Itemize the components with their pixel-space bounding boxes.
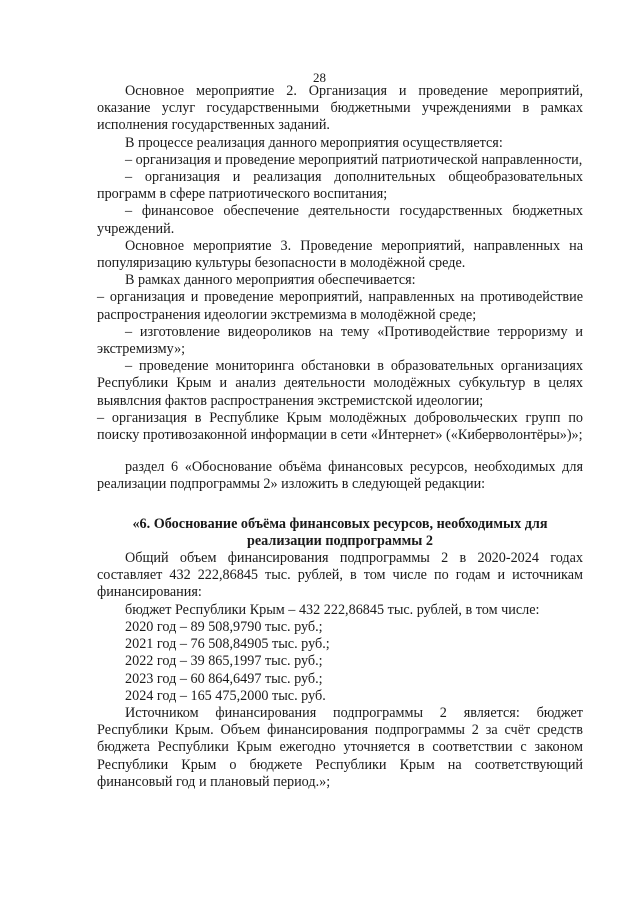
- list-item-monitoring: – проведение мониторинга обстановки в образовательных организациях Республики Крым и анализ деятельности молодёжных субкультур в целях выявлсния фактов распространения экстремистской идеологии;: [97, 358, 583, 409]
- document-body: [97, 83, 583, 791]
- year-2023-line: 2023 год – 60 864,6497 тыс. руб.;: [125, 670, 323, 687]
- list-item-financial-support: – финансовое обеспечение деятельности государственных бюджетных учреждений.: [97, 203, 583, 237]
- year-2022-line: 2022 год – 39 865,1997 тыс. руб.;: [125, 653, 323, 670]
- list-item-videos: – изготовление видеороликов на тему «Противодействие терроризму и экстремизму»;: [97, 323, 583, 358]
- year-2021-line: 2021 год – 76 508,84905 тыс. руб.;: [125, 636, 330, 653]
- paragraph-measure-3: Основное мероприятие 3. Проведение мероприятий, направленных на популяризацию культуры безопасности в молодёжной среде.: [97, 237, 583, 272]
- paragraph-section-6-instruction: раздел 6 «Обоснование объёма финансовых ресурсов, необходимых для реализации подпрограммы 2» изложить в следующей редакции:: [97, 459, 583, 493]
- budget-line: бюджет Республики Крым – 432 222,86845 тыс. рублей, в том числе:: [125, 601, 540, 618]
- section-intro: Общий объем финансирования подпрограммы 2 в 2020-2024 годах составляет 432 222,86845 тыс. рублей, в том числе по годам и источникам финансирования:: [97, 550, 583, 601]
- list-item-anti-extremism-events: – организация и проведение мероприятий, направленных на противодействие распространения идеологии экстремизма в молодёжной среде;: [97, 289, 583, 323]
- page-number: 28: [313, 70, 326, 85]
- list-item-cyber-volunteers: – организация в Республике Крым молодёжных добровольческих групп по поиску противозаконной информации в сети «Интернет» («Киберволонтёры»)»;: [97, 409, 583, 444]
- section-closing: Источником финансирования подпрограммы 2 является: бюджет Республики Крым. Объем финансирования подпрограммы 2 за счёт средств бюджета Республики Крым ежегодно уточняется в соответствии с законом Республики Крым о бюджете Республики Крым на соответствующий финансовый год и плановый период.»;: [97, 704, 583, 790]
- year-2020-line: 2020 год – 89 508,9790 тыс. руб.;: [125, 618, 323, 635]
- paragraph-measure-2-intro: В процессе реализация данного мероприятия осуществляется:: [125, 134, 503, 151]
- section-heading: «6. Обоснование объёма финансовых ресурсов, необходимых для реализации подпрограммы 2: [132, 515, 548, 549]
- paragraph-measure-2: Основное мероприятие 2. Организация и проведение мероприятий, оказание услуг государственными бюджетными учреждениями в рамках исполнения государственных заданий.: [97, 83, 583, 134]
- list-item-patriotic-events: – организация и проведение мероприятий патриотической направленности,: [125, 151, 583, 168]
- year-2024-line: 2024 год – 165 475,2000 тыс. руб.: [125, 687, 326, 704]
- list-item-education-programs: – организация и реализация дополнительных общеобразовательных программ в сфере патриотического воспитания;: [97, 169, 583, 203]
- paragraph-measure-3-intro: В рамках данного мероприятия обеспечивается:: [125, 272, 416, 289]
